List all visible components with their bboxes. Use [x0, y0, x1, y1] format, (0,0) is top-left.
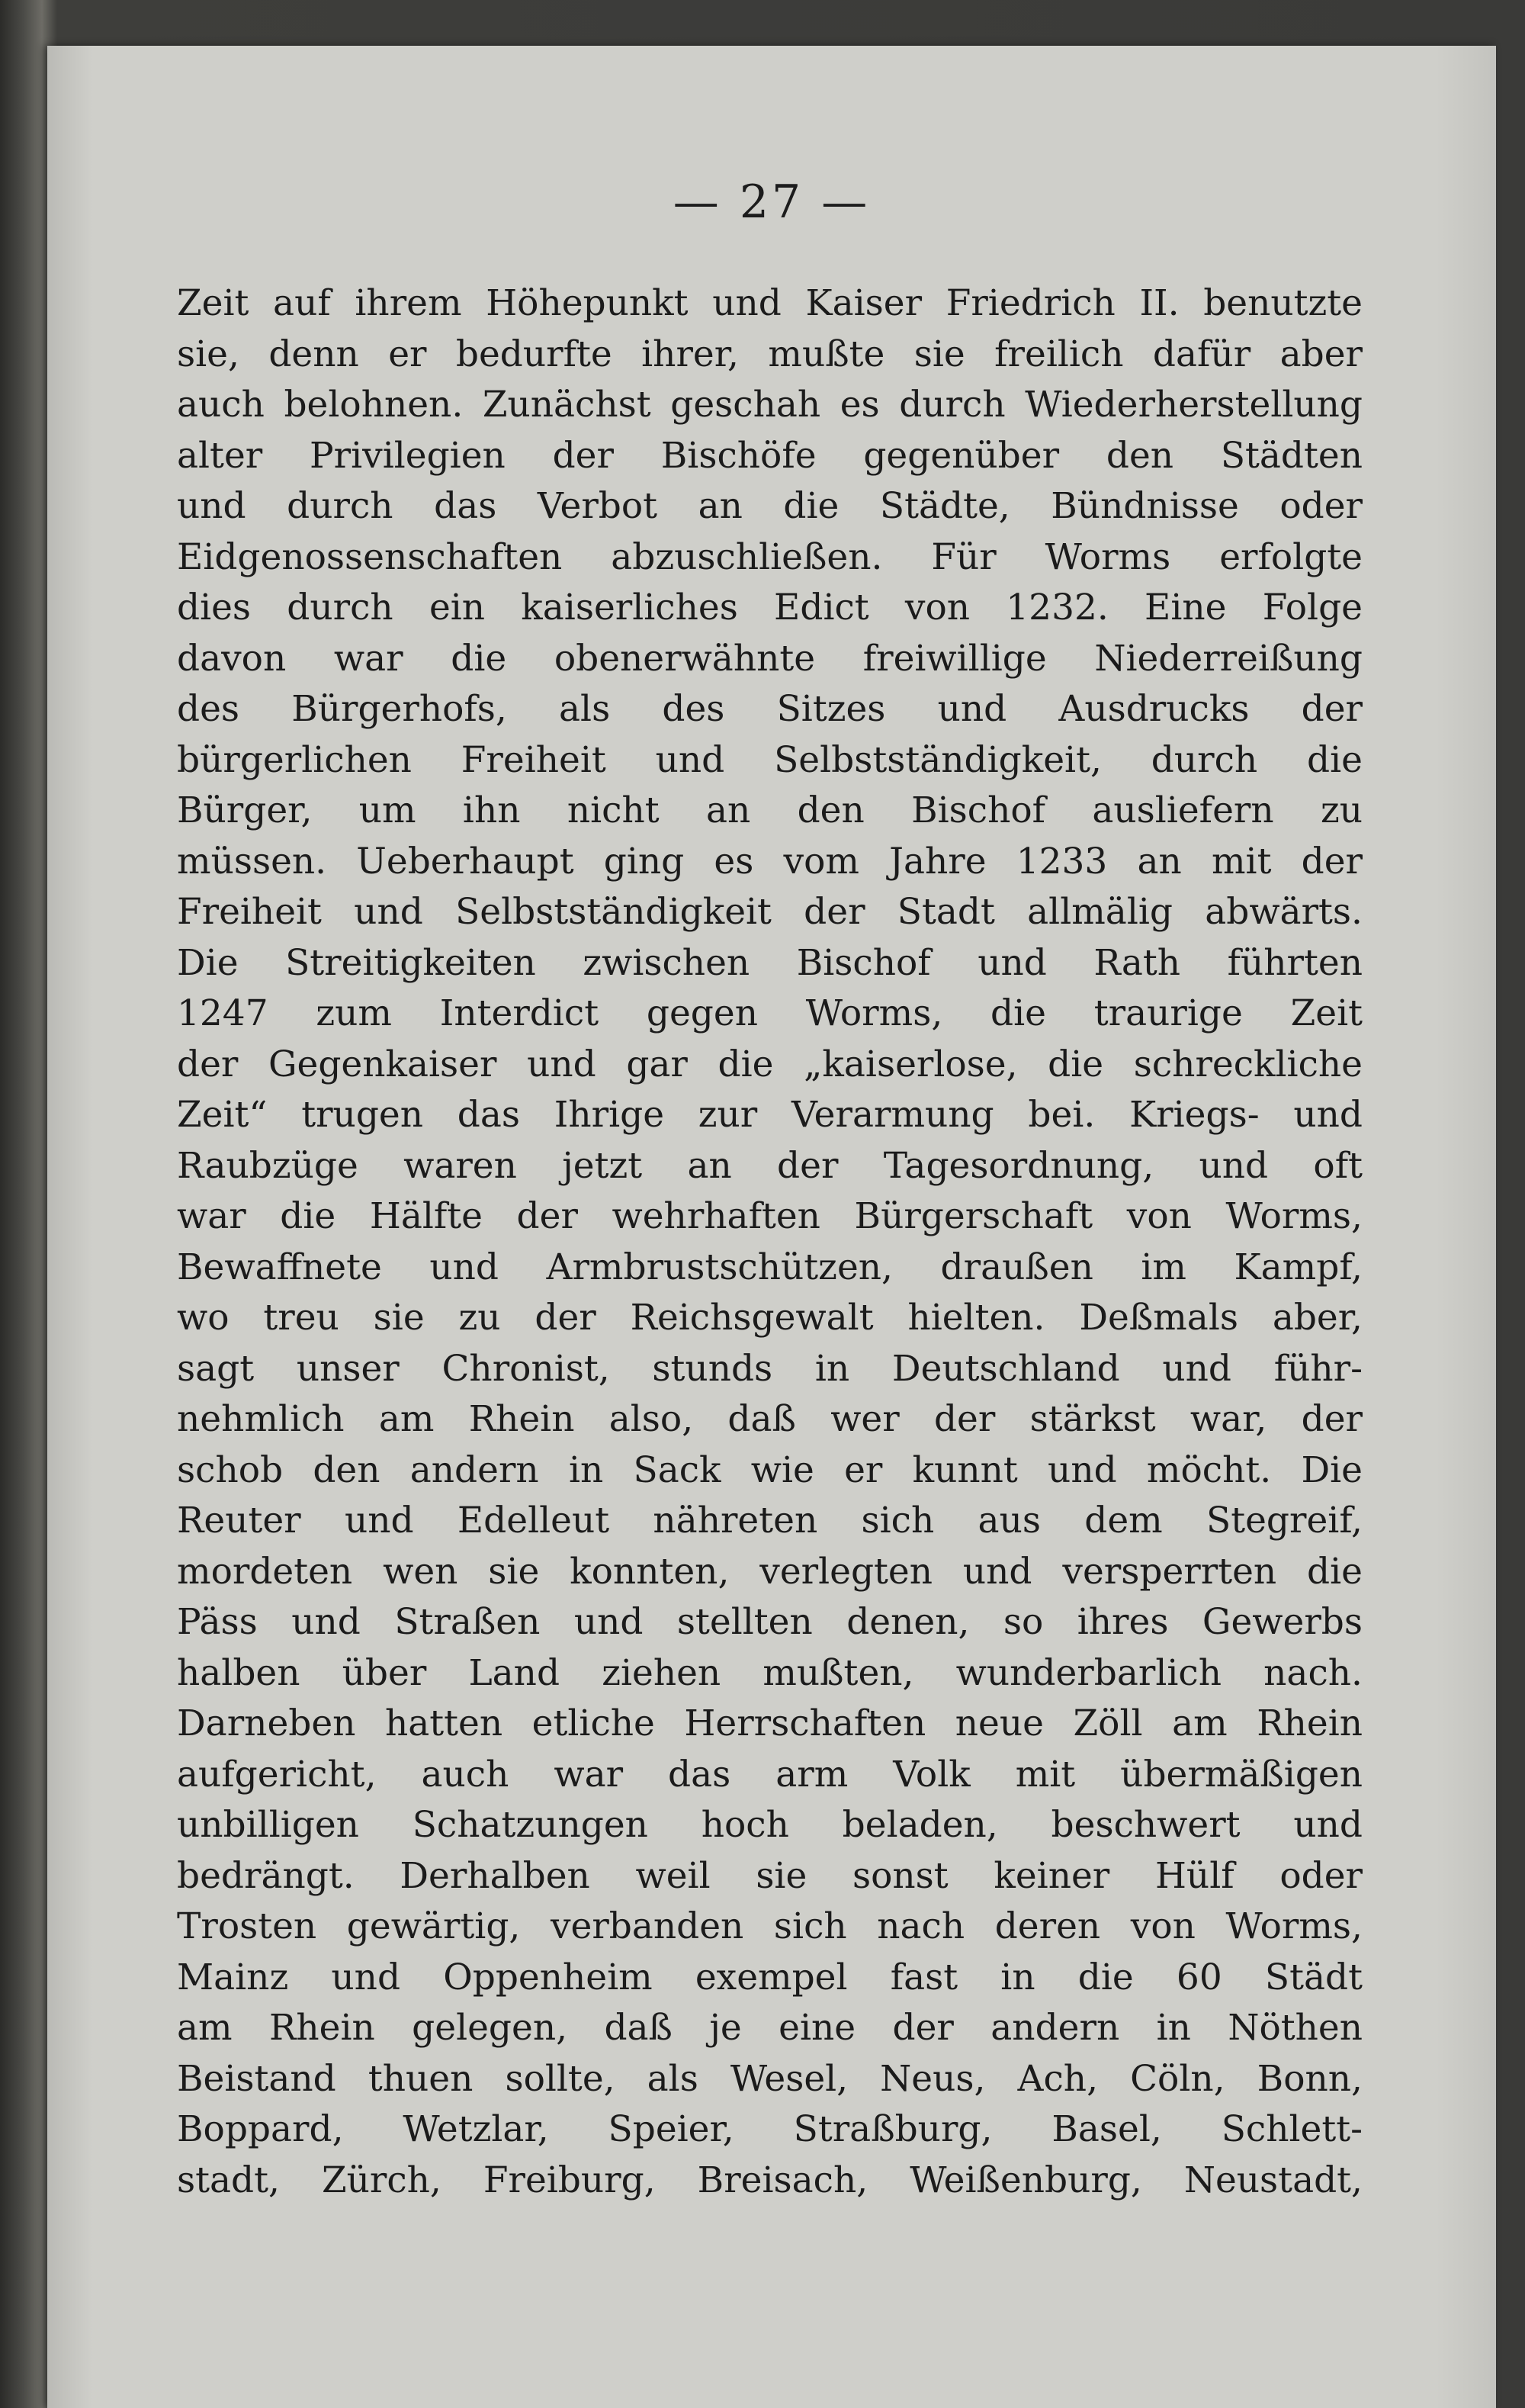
- text-line: dies durch ein kaiserliches Edict von 1232. Eine Folge: [177, 587, 1363, 629]
- text-line: Die Streitigkeiten zwischen Bischof und Rath führten: [177, 941, 1363, 984]
- text-line: Beistand thuen sollte, als Wesel, Neus, Ach, Cöln, Bonn,: [177, 2057, 1363, 2100]
- text-line: stadt, Zürch, Freiburg, Breisach, Weißenburg, Neustadt,: [177, 2159, 1363, 2201]
- text-line: am Rhein gelegen, daß je eine der andern in Nöthen: [177, 2007, 1363, 2049]
- text-line: Mainz und Oppenheim exempel fast in die 60 Städt: [177, 1956, 1363, 1998]
- text-line: bedrängt. Derhalben weil sie sonst keiner Hülf oder: [177, 1854, 1363, 1897]
- text-line: Boppard, Wetzlar, Speier, Straßburg, Basel, Schlett-: [177, 2108, 1363, 2150]
- text-line: schob den andern in Sack wie er kunnt und möcht. Die: [177, 1448, 1363, 1491]
- book-page: [47, 46, 1496, 2408]
- text-line: Bürger, um ihn nicht an den Bischof ausliefern zu: [177, 789, 1363, 831]
- text-line: Zeit auf ihrem Höhepunkt und Kaiser Friedrich II. benutzte: [177, 282, 1363, 324]
- text-line: war die Hälfte der wehrhaften Bürgerschaft von Worms,: [177, 1195, 1363, 1237]
- text-line: Darneben hatten etliche Herrschaften neue Zöll am Rhein: [177, 1702, 1363, 1744]
- text-line: des Bürgerhofs, als des Sitzes und Ausdrucks der: [177, 688, 1363, 730]
- body-text: [177, 278, 1363, 2307]
- text-line: nehmlich am Rhein also, daß wer der stärkst war, der: [177, 1398, 1363, 1440]
- text-line: unbilligen Schatzungen hoch beladen, beschwert und: [177, 1804, 1363, 1846]
- text-line: Raubzüge waren jetzt an der Tagesordnung, und oft: [177, 1144, 1363, 1187]
- text-line: müssen. Ueberhaupt ging es vom Jahre 1233 an mit der: [177, 840, 1363, 883]
- text-line: Reuter und Edelleut nähreten sich aus dem Stegreif,: [177, 1500, 1363, 1542]
- text-line: alter Privilegien der Bischöfe gegenüber den Städten: [177, 434, 1363, 477]
- text-line: Eidgenossenschaften abzuschließen. Für Worms erfolgte: [177, 535, 1363, 578]
- text-line: sie, denn er bedurfte ihrer, mußte sie freilich dafür aber: [177, 333, 1363, 375]
- text-line: und durch das Verbot an die Städte, Bündnisse oder: [177, 485, 1363, 527]
- text-line: Trosten gewärtig, verbanden sich nach deren von Worms,: [177, 1905, 1363, 1947]
- text-line: auch belohnen. Zunächst geschah es durch Wiederherstellung: [177, 384, 1363, 426]
- text-line: sagt unser Chronist, stunds in Deutschland und führ-: [177, 1347, 1363, 1390]
- text-line: Zeit“ trugen das Ihrige zur Verarmung bei. Kriegs- und: [177, 1094, 1363, 1136]
- text-line: mordeten wen sie konnten, verlegten und versperrten die: [177, 1550, 1363, 1593]
- text-line: Päss und Straßen und stellten denen, so ihres Gewerbs: [177, 1601, 1363, 1643]
- text-line: Bewaffnete und Armbrustschützen, draußen im Kampf,: [177, 1246, 1363, 1288]
- text-line: 1247 zum Interdict gegen Worms, die traurige Zeit: [177, 992, 1363, 1034]
- text-line: bürgerlichen Freiheit und Selbstständigkeit, durch die: [177, 738, 1363, 781]
- text-line: davon war die obenerwähnte freiwillige Niederreißung: [177, 637, 1363, 680]
- text-line: der Gegenkaiser und gar die „kaiserlose, die schreckliche: [177, 1043, 1363, 1085]
- page-number: — 27 —: [673, 175, 871, 229]
- text-line: aufgericht, auch war das arm Volk mit übermäßigen: [177, 1753, 1363, 1796]
- text-line: Freiheit und Selbstständigkeit der Stadt allmälig abwärts.: [177, 891, 1363, 933]
- text-line: wo treu sie zu der Reichsgewalt hielten. Deßmals aber,: [177, 1297, 1363, 1339]
- text-line: halben über Land ziehen mußten, wunderbarlich nach.: [177, 1651, 1363, 1694]
